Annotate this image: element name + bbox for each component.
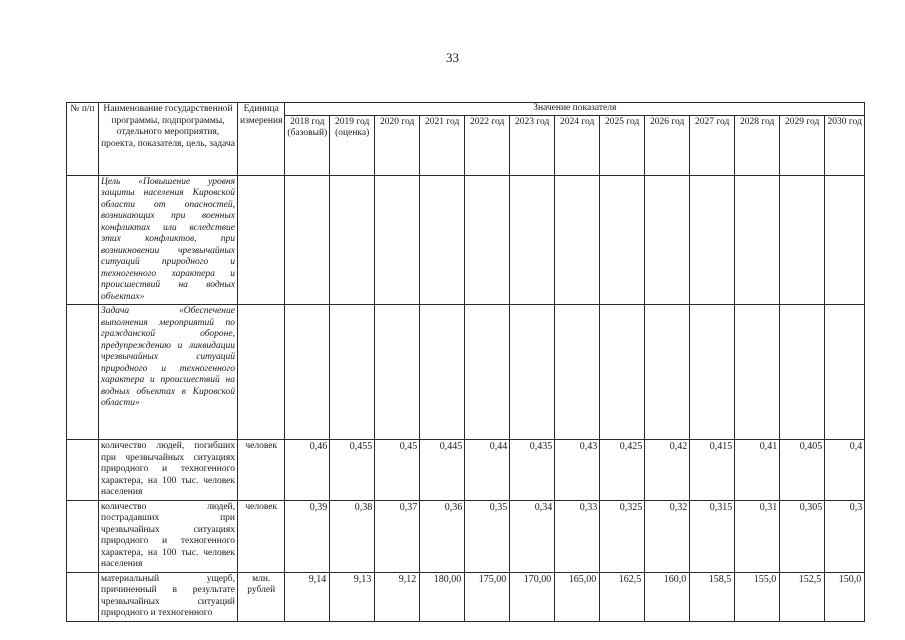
indicator-name: количество людей, пострадавших при чрезвычайных ситуациях природного и техногенного характера, на 100 тыс. человек населения — [99, 500, 238, 572]
value-cell: 0,44 — [465, 440, 510, 501]
year-header: 2021 год — [420, 115, 465, 175]
year-header: 2026 год — [645, 115, 690, 175]
value-cell: 0,35 — [465, 500, 510, 572]
table-row-indicator-1 — [67, 440, 865, 501]
value-cell: 0,415 — [690, 440, 735, 501]
value-cell: 0,4 — [825, 440, 865, 501]
indicator-name: количество людей, погибших при чрезвычайных ситуациях природного и техногенного характера, на 100 тыс. человек населения — [99, 440, 238, 501]
goal-text: Цель «Повышение уровня защиты населения Кировской области от опасностей, возникающих при военных конфликтах или вследствие этих конфликтов, при возникновении чрезвычайных ситуаций природного и техногенного характера и происшествий на водных объектах» — [99, 175, 238, 305]
year-header: 2024 год — [555, 115, 600, 175]
value-cell: 0,305 — [780, 500, 825, 572]
value-cell: 155,0 — [735, 572, 780, 621]
indicator-unit: млн. рублей — [238, 572, 285, 621]
table-row-indicator-2 — [67, 500, 865, 572]
year-header: 2028 год — [735, 115, 780, 175]
value-cell: 0,32 — [645, 500, 690, 572]
value-cell: 0,325 — [600, 500, 645, 572]
value-cell: 175,00 — [465, 572, 510, 621]
value-cell: 158,5 — [690, 572, 735, 621]
num-cell — [67, 572, 99, 621]
value-cell: 0,315 — [690, 500, 735, 572]
year-header: 2020 год — [375, 115, 420, 175]
value-cell: 0,38 — [330, 500, 375, 572]
table-row-task — [67, 305, 865, 440]
year-header: 2025 год — [600, 115, 645, 175]
value-cell: 9,14 — [285, 572, 330, 621]
value-cell: 0,43 — [555, 440, 600, 501]
header-name: Наименование государственной программы, подпрограммы, отдельного мероприятия, проекта, показателя, цель, задача — [99, 103, 238, 176]
year-header: 2023 год — [510, 115, 555, 175]
num-cell — [67, 440, 99, 501]
value-cell: 150,0 — [825, 572, 865, 621]
year-header: 2018 год (базовый) — [285, 115, 330, 175]
value-cell: 0,45 — [375, 440, 420, 501]
value-cell: 152,5 — [780, 572, 825, 621]
year-header: 2027 год — [690, 115, 735, 175]
value-cell: 9,12 — [375, 572, 420, 621]
value-cell: 0,33 — [555, 500, 600, 572]
num-cell — [67, 305, 99, 440]
value-cell: 0,3 — [825, 500, 865, 572]
value-cell: 0,445 — [420, 440, 465, 501]
value-cell: 0,36 — [420, 500, 465, 572]
header-num: № п/п — [67, 103, 99, 176]
header-unit: Единица измерения — [238, 103, 285, 176]
year-header: 2030 год — [825, 115, 865, 175]
empty-cell — [238, 175, 285, 305]
value-cell: 170,00 — [510, 572, 555, 621]
value-cell: 0,46 — [285, 440, 330, 501]
value-cell: 0,39 — [285, 500, 330, 572]
indicator-name: материальный ущерб, причиненный в результате чрезвычайных ситуаций природного и техногенного — [99, 572, 238, 621]
table-row-goal — [67, 175, 865, 305]
value-cell: 0,455 — [330, 440, 375, 501]
indicator-unit: человек — [238, 500, 285, 572]
value-cell: 180,00 — [420, 572, 465, 621]
value-cell: 0,31 — [735, 500, 780, 572]
value-cell: 0,425 — [600, 440, 645, 501]
value-cell: 0,37 — [375, 500, 420, 572]
year-header: 2022 год — [465, 115, 510, 175]
num-cell — [67, 500, 99, 572]
indicator-table — [66, 102, 865, 622]
task-text: Задача «Обеспечение выполнения мероприятий по гражданской обороне, предупреждению и ликвидации чрезвычайных ситуаций природного и техногенного характера и происшествий на водных объектах в Кировской области» — [99, 305, 238, 440]
value-cell: 165,00 — [555, 572, 600, 621]
value-cell: 9,13 — [330, 572, 375, 621]
value-cell: 0,405 — [780, 440, 825, 501]
year-header: 2019 год (оценка) — [330, 115, 375, 175]
indicator-unit: человек — [238, 440, 285, 501]
value-cell: 0,34 — [510, 500, 555, 572]
page-number: 33 — [446, 50, 459, 65]
value-cell: 0,435 — [510, 440, 555, 501]
table-row-indicator-3 — [67, 572, 865, 621]
value-cell: 0,42 — [645, 440, 690, 501]
num-cell — [67, 175, 99, 305]
header-values-group: Значение показателя — [285, 103, 865, 116]
empty-cell — [238, 305, 285, 440]
value-cell: 160,0 — [645, 572, 690, 621]
header-row-1 — [67, 103, 865, 116]
value-cell: 162,5 — [600, 572, 645, 621]
year-header: 2029 год — [780, 115, 825, 175]
value-cell: 0,41 — [735, 440, 780, 501]
